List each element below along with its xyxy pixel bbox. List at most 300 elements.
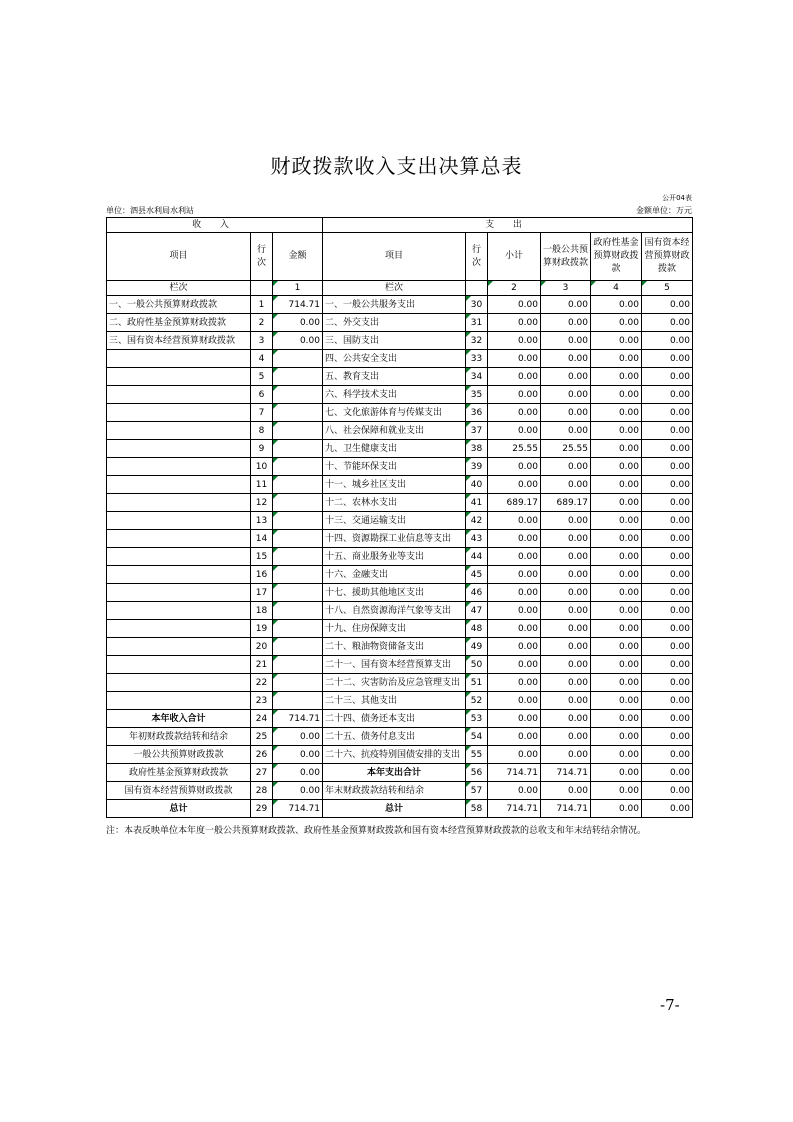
income-amount: 0.00 <box>273 314 323 332</box>
expense-row-no: 31 <box>466 314 488 332</box>
expense-item: 二十六、抗疫特别国债安排的支出 <box>323 746 466 764</box>
table-row <box>107 404 693 422</box>
income-row-no: 5 <box>251 368 273 386</box>
table-row <box>107 692 693 710</box>
unit-label: 单位：泗县水利局水利站 <box>106 206 194 215</box>
expense-item: 十三、交通运输支出 <box>323 512 466 530</box>
state-capital-value: 0.00 <box>642 674 693 692</box>
col-index-5: 5 <box>642 281 693 296</box>
gov-fund-value: 0.00 <box>591 746 642 764</box>
subtotal-value: 0.00 <box>488 476 541 494</box>
subtotal-value: 689.17 <box>488 494 541 512</box>
expense-row-no: 36 <box>466 404 488 422</box>
money-unit-label: 金额单位：万元 <box>636 206 692 215</box>
state-capital-value: 0.00 <box>642 548 693 566</box>
income-item <box>107 656 251 674</box>
subtotal-value: 0.00 <box>488 728 541 746</box>
expense-item: 四、公共安全支出 <box>323 350 466 368</box>
income-row-no: 7 <box>251 404 273 422</box>
income-item-header: 项目 <box>107 233 251 281</box>
state-capital-value: 0.00 <box>642 386 693 404</box>
expense-item: 年末财政拨款结转和结余 <box>323 782 466 800</box>
gov-fund-value: 0.00 <box>591 692 642 710</box>
general-budget-value: 25.55 <box>541 440 591 458</box>
general-budget-value: 0.00 <box>541 350 591 368</box>
expense-row-no: 49 <box>466 638 488 656</box>
state-capital-value: 0.00 <box>642 602 693 620</box>
expense-item: 十一、城乡社区支出 <box>323 476 466 494</box>
general-budget-value: 689.17 <box>541 494 591 512</box>
expense-row-no: 54 <box>466 728 488 746</box>
subtotal-value: 0.00 <box>488 296 541 314</box>
expense-item: 一、一般公共服务支出 <box>323 296 466 314</box>
expense-row-no: 47 <box>466 602 488 620</box>
gov-fund-value: 0.00 <box>591 728 642 746</box>
table-row <box>107 512 693 530</box>
income-amount <box>273 440 323 458</box>
gov-fund-value: 0.00 <box>591 638 642 656</box>
general-budget-value: 0.00 <box>541 692 591 710</box>
subtotal-value: 0.00 <box>488 332 541 350</box>
table-row <box>107 746 693 764</box>
income-row-no: 17 <box>251 584 273 602</box>
col-index-empty-2 <box>466 281 488 296</box>
section-header-row <box>107 218 693 233</box>
expense-item: 三、国防支出 <box>323 332 466 350</box>
income-amount: 0.00 <box>273 782 323 800</box>
table-row <box>107 296 693 314</box>
income-amount <box>273 548 323 566</box>
col-index-4: 4 <box>591 281 642 296</box>
state-capital-value: 0.00 <box>642 314 693 332</box>
income-amount <box>273 422 323 440</box>
expense-item: 二十、粮油物资储备支出 <box>323 638 466 656</box>
table-row <box>107 584 693 602</box>
income-row-no: 4 <box>251 350 273 368</box>
expense-item: 九、卫生健康支出 <box>323 440 466 458</box>
gov-fund-value: 0.00 <box>591 620 642 638</box>
income-item <box>107 638 251 656</box>
expense-item: 二十五、债务付息支出 <box>323 728 466 746</box>
income-row-no: 13 <box>251 512 273 530</box>
income-row-no: 16 <box>251 566 273 584</box>
income-amount <box>273 368 323 386</box>
table-row <box>107 800 693 818</box>
expense-row-no: 42 <box>466 512 488 530</box>
income-amount <box>273 350 323 368</box>
column-header-row <box>107 233 693 281</box>
expense-row-no: 55 <box>466 746 488 764</box>
subtotal-value: 0.00 <box>488 674 541 692</box>
income-row-no: 14 <box>251 530 273 548</box>
income-row-no: 27 <box>251 764 273 782</box>
state-capital-value: 0.00 <box>642 368 693 386</box>
expense-row-no: 52 <box>466 692 488 710</box>
table-row <box>107 458 693 476</box>
general-budget-value: 0.00 <box>541 638 591 656</box>
general-budget-value: 0.00 <box>541 782 591 800</box>
state-capital-value: 0.00 <box>642 746 693 764</box>
income-amount <box>273 620 323 638</box>
subtotal-value: 0.00 <box>488 584 541 602</box>
general-budget-value: 0.00 <box>541 530 591 548</box>
general-budget-value: 0.00 <box>541 710 591 728</box>
income-item: 二、政府性基金预算财政拨款 <box>107 314 251 332</box>
gov-fund-value: 0.00 <box>591 368 642 386</box>
general-budget-value: 0.00 <box>541 422 591 440</box>
table-row <box>107 674 693 692</box>
income-item <box>107 620 251 638</box>
state-capital-value: 0.00 <box>642 620 693 638</box>
table-row <box>107 494 693 512</box>
income-amount <box>273 602 323 620</box>
state-capital-value: 0.00 <box>642 728 693 746</box>
general-budget-value: 0.00 <box>541 296 591 314</box>
expense-row-no: 43 <box>466 530 488 548</box>
income-item <box>107 584 251 602</box>
income-row-no: 29 <box>251 800 273 818</box>
expense-row-no: 56 <box>466 764 488 782</box>
col-index-label-2: 栏次 <box>323 281 466 296</box>
subtotal-value: 0.00 <box>488 620 541 638</box>
gov-fund-value: 0.00 <box>591 296 642 314</box>
income-amount <box>273 656 323 674</box>
state-capital-value: 0.00 <box>642 458 693 476</box>
state-capital-value: 0.00 <box>642 332 693 350</box>
expense-row-no: 38 <box>466 440 488 458</box>
subtotal-value: 0.00 <box>488 782 541 800</box>
table-row <box>107 332 693 350</box>
table-row <box>107 350 693 368</box>
gov-fund-value: 0.00 <box>591 494 642 512</box>
income-item <box>107 440 251 458</box>
expense-item: 二十一、国有资本经营预算支出 <box>323 656 466 674</box>
subtotal-value: 0.00 <box>488 692 541 710</box>
col-index-3: 3 <box>541 281 591 296</box>
income-item: 国有资本经营预算财政拨款 <box>107 782 251 800</box>
expense-item-header: 项目 <box>323 233 466 281</box>
general-budget-value: 0.00 <box>541 386 591 404</box>
general-budget-value: 0.00 <box>541 584 591 602</box>
income-amount <box>273 584 323 602</box>
table-row <box>107 548 693 566</box>
subtotal-value: 0.00 <box>488 404 541 422</box>
page-number: -7- <box>660 996 680 1014</box>
subtotal-value: 0.00 <box>488 368 541 386</box>
expense-row-no: 45 <box>466 566 488 584</box>
expense-item: 十四、资源勘探工业信息等支出 <box>323 530 466 548</box>
gov-fund-value: 0.00 <box>591 422 642 440</box>
general-budget-value: 714.71 <box>541 764 591 782</box>
income-row-no: 18 <box>251 602 273 620</box>
general-budget-value: 0.00 <box>541 368 591 386</box>
subtotal-value: 0.00 <box>488 458 541 476</box>
gov-fund-value: 0.00 <box>591 710 642 728</box>
gov-fund-value: 0.00 <box>591 782 642 800</box>
gov-fund-value: 0.00 <box>591 476 642 494</box>
state-capital-value: 0.00 <box>642 350 693 368</box>
gov-fund-value: 0.00 <box>591 800 642 818</box>
table-note: 注：本表反映单位本年度一般公共预算财政拨款、政府性基金预算财政拨款和国有资本经营预算财政拨款的总收支和年末结转结余情况。 <box>106 826 647 836</box>
expense-row-no: 58 <box>466 800 488 818</box>
expense-section-header: 支 出 <box>323 218 693 233</box>
income-row-no: 6 <box>251 386 273 404</box>
table-row <box>107 368 693 386</box>
expense-row-no: 46 <box>466 584 488 602</box>
state-capital-value: 0.00 <box>642 764 693 782</box>
subtotal-value: 0.00 <box>488 746 541 764</box>
income-row-no: 26 <box>251 746 273 764</box>
expense-row-no-header: 行次 <box>466 233 488 281</box>
gov-fund-value: 0.00 <box>591 404 642 422</box>
income-amount: 0.00 <box>273 332 323 350</box>
income-amount <box>273 476 323 494</box>
income-section-header: 收 入 <box>107 218 323 233</box>
expense-item: 十二、农林水支出 <box>323 494 466 512</box>
general-budget-value: 0.00 <box>541 566 591 584</box>
income-item <box>107 494 251 512</box>
income-row-no: 24 <box>251 710 273 728</box>
income-item <box>107 368 251 386</box>
expense-row-no: 51 <box>466 674 488 692</box>
income-item <box>107 512 251 530</box>
general-budget-value: 0.00 <box>541 728 591 746</box>
gov-fund-value: 0.00 <box>591 386 642 404</box>
table-row <box>107 638 693 656</box>
state-capital-header: 国有资本经营预算财政拨款 <box>642 233 693 281</box>
gov-fund-value: 0.00 <box>591 602 642 620</box>
income-item: 总计 <box>107 800 251 818</box>
income-item <box>107 386 251 404</box>
expense-row-no: 32 <box>466 332 488 350</box>
table-row <box>107 602 693 620</box>
expense-item: 十九、住房保障支出 <box>323 620 466 638</box>
expense-item: 十七、援助其他地区支出 <box>323 584 466 602</box>
subtotal-value: 0.00 <box>488 350 541 368</box>
state-capital-value: 0.00 <box>642 494 693 512</box>
income-row-no: 1 <box>251 296 273 314</box>
expense-row-no: 33 <box>466 350 488 368</box>
income-row-no: 9 <box>251 440 273 458</box>
expense-item: 二、外交支出 <box>323 314 466 332</box>
subtotal-value: 0.00 <box>488 656 541 674</box>
state-capital-value: 0.00 <box>642 422 693 440</box>
expense-item: 二十三、其他支出 <box>323 692 466 710</box>
general-budget-value: 0.00 <box>541 332 591 350</box>
gov-fund-value: 0.00 <box>591 548 642 566</box>
state-capital-value: 0.00 <box>642 638 693 656</box>
state-capital-value: 0.00 <box>642 656 693 674</box>
income-row-no: 11 <box>251 476 273 494</box>
expense-row-no: 40 <box>466 476 488 494</box>
report-sheet <box>106 191 692 836</box>
subtotal-value: 0.00 <box>488 566 541 584</box>
state-capital-value: 0.00 <box>642 296 693 314</box>
income-row-no: 15 <box>251 548 273 566</box>
subtotal-value: 714.71 <box>488 764 541 782</box>
gov-fund-value: 0.00 <box>591 530 642 548</box>
form-number: 公开04表 <box>662 194 692 202</box>
income-item <box>107 674 251 692</box>
subtotal-value: 0.00 <box>488 638 541 656</box>
general-budget-value: 0.00 <box>541 602 591 620</box>
gov-fund-value: 0.00 <box>591 350 642 368</box>
gov-fund-value: 0.00 <box>591 512 642 530</box>
income-amount: 714.71 <box>273 296 323 314</box>
general-budget-value: 0.00 <box>541 656 591 674</box>
table-row <box>107 728 693 746</box>
gov-fund-value: 0.00 <box>591 458 642 476</box>
expense-item: 十五、商业服务业等支出 <box>323 548 466 566</box>
expense-item: 六、科学技术支出 <box>323 386 466 404</box>
income-amount <box>273 674 323 692</box>
state-capital-value: 0.00 <box>642 692 693 710</box>
gov-fund-value: 0.00 <box>591 440 642 458</box>
income-amount: 0.00 <box>273 746 323 764</box>
income-item: 一般公共预算财政拨款 <box>107 746 251 764</box>
income-item <box>107 548 251 566</box>
state-capital-value: 0.00 <box>642 512 693 530</box>
table-row <box>107 422 693 440</box>
state-capital-value: 0.00 <box>642 530 693 548</box>
table-row <box>107 530 693 548</box>
gov-fund-value: 0.00 <box>591 656 642 674</box>
general-budget-value: 0.00 <box>541 674 591 692</box>
income-row-no: 12 <box>251 494 273 512</box>
income-row-no-header: 行次 <box>251 233 273 281</box>
income-row-no: 21 <box>251 656 273 674</box>
income-item <box>107 476 251 494</box>
general-budget-value: 0.00 <box>541 620 591 638</box>
income-item <box>107 404 251 422</box>
expense-item: 十六、金融支出 <box>323 566 466 584</box>
state-capital-value: 0.00 <box>642 440 693 458</box>
expense-item: 十、节能环保支出 <box>323 458 466 476</box>
income-item <box>107 350 251 368</box>
general-budget-value: 0.00 <box>541 476 591 494</box>
table-row <box>107 710 693 728</box>
expense-item: 十八、自然资源海洋气象等支出 <box>323 602 466 620</box>
subtotal-header: 小计 <box>488 233 541 281</box>
expense-row-no: 30 <box>466 296 488 314</box>
table-row <box>107 764 693 782</box>
general-budget-header: 一般公共预算财政拨款 <box>541 233 591 281</box>
income-item <box>107 530 251 548</box>
income-amount-header: 金额 <box>273 233 323 281</box>
expense-row-no: 50 <box>466 656 488 674</box>
page-title: 财政拨款收入支出决算总表 <box>270 154 523 178</box>
income-item: 一、一般公共预算财政拨款 <box>107 296 251 314</box>
income-row-no: 28 <box>251 782 273 800</box>
expense-row-no: 53 <box>466 710 488 728</box>
gov-fund-value: 0.00 <box>591 584 642 602</box>
income-row-no: 19 <box>251 620 273 638</box>
income-row-no: 3 <box>251 332 273 350</box>
subtotal-value: 25.55 <box>488 440 541 458</box>
subtotal-value: 0.00 <box>488 602 541 620</box>
income-amount <box>273 404 323 422</box>
subtotal-value: 0.00 <box>488 386 541 404</box>
state-capital-value: 0.00 <box>642 710 693 728</box>
table-row <box>107 314 693 332</box>
subtotal-value: 0.00 <box>488 530 541 548</box>
income-row-no: 2 <box>251 314 273 332</box>
report-meta <box>106 205 692 217</box>
table-row <box>107 620 693 638</box>
income-amount <box>273 566 323 584</box>
expense-item: 五、教育支出 <box>323 368 466 386</box>
income-item: 年初财政拨款结转和结余 <box>107 728 251 746</box>
income-amount <box>273 512 323 530</box>
general-budget-value: 0.00 <box>541 512 591 530</box>
gov-fund-value: 0.00 <box>591 332 642 350</box>
table-row <box>107 656 693 674</box>
income-amount <box>273 638 323 656</box>
general-budget-value: 0.00 <box>541 404 591 422</box>
income-amount: 0.00 <box>273 764 323 782</box>
column-index-row <box>107 281 693 296</box>
table-row <box>107 782 693 800</box>
expense-row-no: 34 <box>466 368 488 386</box>
state-capital-value: 0.00 <box>642 584 693 602</box>
financial-table <box>106 217 693 818</box>
col-index-empty <box>251 281 273 296</box>
table-row <box>107 566 693 584</box>
income-amount <box>273 458 323 476</box>
expense-row-no: 44 <box>466 548 488 566</box>
income-item <box>107 422 251 440</box>
state-capital-value: 0.00 <box>642 782 693 800</box>
col-index-1: 1 <box>273 281 323 296</box>
income-row-no: 23 <box>251 692 273 710</box>
general-budget-value: 0.00 <box>541 548 591 566</box>
general-budget-value: 0.00 <box>541 458 591 476</box>
col-index-label: 栏次 <box>107 281 251 296</box>
table-row <box>107 386 693 404</box>
subtotal-value: 0.00 <box>488 422 541 440</box>
income-amount <box>273 530 323 548</box>
general-budget-value: 714.71 <box>541 800 591 818</box>
expense-row-no: 37 <box>466 422 488 440</box>
income-item <box>107 566 251 584</box>
income-amount: 714.71 <box>273 800 323 818</box>
subtotal-value: 0.00 <box>488 512 541 530</box>
income-amount: 0.00 <box>273 728 323 746</box>
expense-item: 总计 <box>323 800 466 818</box>
expense-item: 二十四、债务还本支出 <box>323 710 466 728</box>
income-item <box>107 458 251 476</box>
table-row <box>107 440 693 458</box>
income-item: 三、国有资本经营预算财政拨款 <box>107 332 251 350</box>
income-item <box>107 602 251 620</box>
subtotal-value: 0.00 <box>488 548 541 566</box>
gov-fund-value: 0.00 <box>591 764 642 782</box>
state-capital-value: 0.00 <box>642 566 693 584</box>
gov-fund-value: 0.00 <box>591 314 642 332</box>
expense-item: 七、文化旅游体育与传媒支出 <box>323 404 466 422</box>
income-row-no: 25 <box>251 728 273 746</box>
state-capital-value: 0.00 <box>642 476 693 494</box>
state-capital-value: 0.00 <box>642 404 693 422</box>
income-row-no: 22 <box>251 674 273 692</box>
subtotal-value: 0.00 <box>488 314 541 332</box>
expense-row-no: 39 <box>466 458 488 476</box>
expense-item: 二十二、灾害防治及应急管理支出 <box>323 674 466 692</box>
income-amount <box>273 692 323 710</box>
gov-fund-header: 政府性基金预算财政拨款 <box>591 233 642 281</box>
income-row-no: 10 <box>251 458 273 476</box>
table-row <box>107 476 693 494</box>
